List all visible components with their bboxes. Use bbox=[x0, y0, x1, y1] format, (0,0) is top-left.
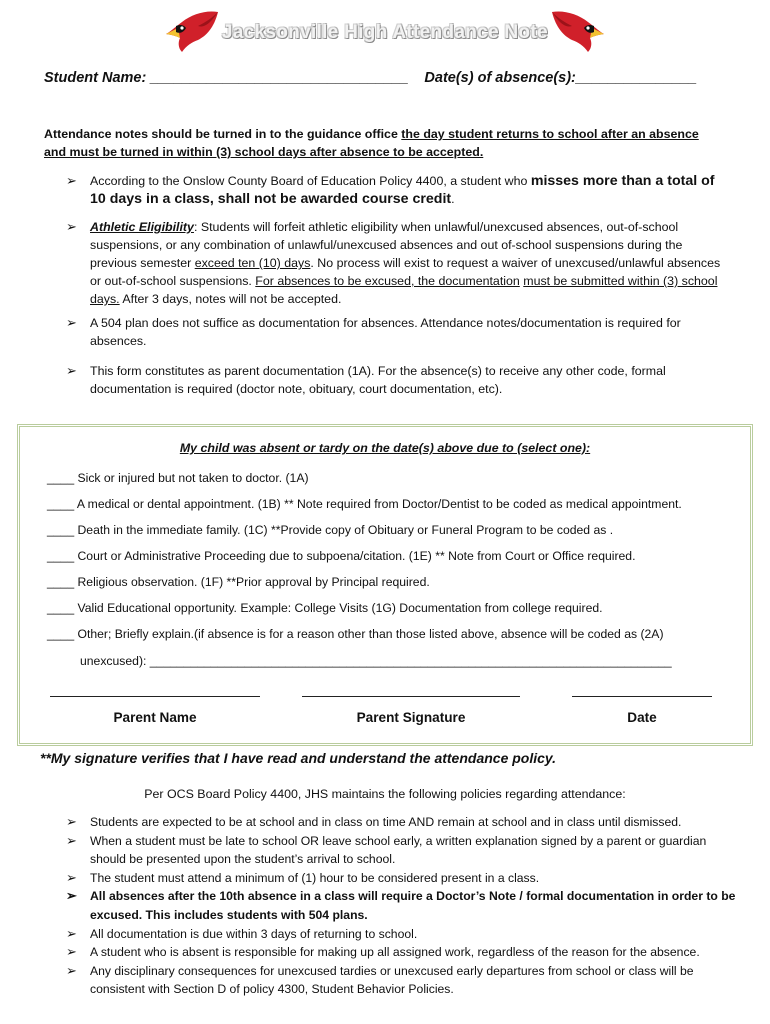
list-item-text: The student must attend a minimum of (1) hour to be considered present in a class. bbox=[90, 870, 540, 885]
date-label: Date bbox=[627, 710, 657, 725]
policy-list bbox=[66, 813, 736, 999]
list-item-text: Any disciplinary consequences for unexcused tardies or unexcused early departures from school or class will be consistent with Section D of policy 4300, Student Behavior Policies. bbox=[90, 963, 694, 997]
arrow-bullet-icon: ➢ bbox=[66, 944, 77, 960]
bullet-text: . bbox=[451, 192, 455, 206]
intro-underlined-text: the day student returns to school after an absence and must be turned in within (3) school days after absence to be accepted. bbox=[44, 127, 699, 159]
intro-paragraph bbox=[44, 125, 724, 161]
header bbox=[0, 8, 770, 56]
bullet-underlined-text: For absences to be excused, the documentation bbox=[255, 274, 520, 288]
box-title: My child was absent or tardy on the date(s) above due to (select one): bbox=[179, 441, 591, 455]
page-title: Jacksonville High Attendance Note bbox=[222, 22, 548, 43]
option-educational[interactable]: ____ Valid Educational opportunity. Example: College Visits (1G) Documentation from college required. bbox=[47, 601, 603, 615]
bullet-text: According to the Onslow County Board of Education Policy 4400, a student who bbox=[90, 174, 531, 188]
bullet-text: After 3 days, notes will not be accepted. bbox=[119, 292, 342, 306]
date-line[interactable] bbox=[572, 696, 712, 697]
arrow-bullet-icon: ➢ bbox=[66, 219, 77, 234]
signature-verification-text: **My signature verifies that I have read and understand the attendance policy. bbox=[40, 750, 557, 766]
arrow-bullet-icon: ➢ bbox=[66, 925, 77, 941]
bullet-text: : Students will forfeit athletic eligibility when unlawful/unexcused absences, out-of-school suspensions, or any combination of unlawful/unexcused absences and out of-school suspensions during the previous semester bbox=[90, 220, 683, 270]
option-death-in-family[interactable]: ____ Death in the immediate family. (1C) **Provide copy of Obituary or Funeral Program to be coded as . bbox=[47, 523, 614, 537]
list-item bbox=[66, 943, 736, 962]
arrow-bullet-icon: ➢ bbox=[66, 962, 77, 978]
list-item bbox=[66, 887, 736, 924]
bullet-text: A 504 plan does not suffice as documentation for absences. Attendance notes/documentation is required for absences. bbox=[90, 316, 681, 348]
bullet-text: . No process will exist to request a waiver of unexcused/unlawful absences or out-of-school suspensions. bbox=[90, 256, 721, 288]
parent-name-label: Parent Name bbox=[113, 710, 197, 725]
option-sick[interactable]: ____ Sick or injured but not taken to doctor. (1A) bbox=[47, 471, 309, 485]
list-item-text: When a student must be late to school OR leave school early, a written explanation signed by a parent or guardian should be presented upon the student’s arrival to school. bbox=[90, 833, 707, 867]
option-religious[interactable]: ____ Religious observation. (1F) **Prior approval by Principal required. bbox=[47, 575, 430, 589]
parent-name-line[interactable] bbox=[50, 696, 260, 697]
arrow-bullet-icon: ➢ bbox=[66, 315, 77, 330]
arrow-bullet-icon: ➢ bbox=[66, 814, 77, 829]
other-explanation-field[interactable]: unexcused): _____________________________________________________________________________ bbox=[80, 654, 672, 668]
list-item bbox=[66, 813, 736, 832]
bullet-credit-policy bbox=[66, 172, 726, 208]
bullet-text: This form constitutes as parent documentation (1A). For the absence(s) to receive any other code, formal documentation is required (doctor note, obituary, court documentation, etc). bbox=[90, 364, 666, 396]
option-medical[interactable]: ____ A medical or dental appointment. (1B) ** Note required from Doctor/Dentist to be coded as medical appointment. bbox=[47, 497, 682, 511]
list-item-text: A student who is absent is responsible for making up all assigned work, regardless of the reason for the absence. bbox=[90, 945, 700, 960]
cardinal-logo-icon bbox=[550, 8, 608, 54]
athletic-eligibility-label: Athletic Eligibility bbox=[90, 220, 194, 234]
list-item bbox=[66, 869, 736, 888]
arrow-bullet-icon: ➢ bbox=[66, 888, 77, 904]
parent-signature-line[interactable] bbox=[302, 696, 520, 697]
arrow-bullet-icon: ➢ bbox=[66, 173, 77, 188]
arrow-bullet-icon: ➢ bbox=[66, 832, 77, 848]
bullet-underlined-text: must be submitted within (3) school days. bbox=[90, 274, 718, 306]
list-item bbox=[66, 962, 736, 999]
option-other[interactable]: ____ Other; Briefly explain.(if absence is for a reason other than those listed above, absence will be coded as (2A) bbox=[47, 627, 664, 641]
bullet-504-plan bbox=[66, 314, 726, 350]
list-item-text: All documentation is due within 3 days of returning to school. bbox=[90, 926, 418, 941]
arrow-bullet-icon: ➢ bbox=[66, 869, 77, 885]
bullet-emphasis: misses more than a total of 10 days in a class, shall not be awarded course credit bbox=[90, 173, 715, 207]
student-info-line bbox=[44, 70, 697, 86]
list-item bbox=[66, 925, 736, 944]
absence-dates-field[interactable]: Date(s) of absence(s):_______________ bbox=[424, 70, 697, 86]
list-item bbox=[66, 832, 736, 869]
bullet-parent-documentation bbox=[66, 362, 726, 398]
list-item-text: Students are expected to be at school and in class on time AND remain at school and in class until dismissed. bbox=[90, 815, 682, 829]
student-name-field[interactable]: Student Name: ________________________________ bbox=[44, 70, 409, 86]
absence-reason-box bbox=[17, 424, 753, 746]
policy-intro: Per OCS Board Policy 4400, JHS maintains the following policies regarding attendance: bbox=[144, 787, 626, 801]
option-court[interactable]: ____ Court or Administrative Proceeding due to subpoena/citation. (1E) ** Note from Court or Office required. bbox=[47, 549, 636, 563]
bullet-athletic-eligibility bbox=[66, 218, 726, 308]
intro-text: Attendance notes should be turned in to the guidance office bbox=[44, 127, 402, 141]
list-item-text: All absences after the 10th absence in a class will require a Doctor’s Note / formal documentation in order to be excused. This includes students with 504 plans. bbox=[90, 889, 736, 922]
parent-signature-label: Parent Signature bbox=[356, 710, 466, 725]
bullet-underlined-text: exceed ten (10) days bbox=[194, 256, 311, 270]
arrow-bullet-icon: ➢ bbox=[66, 363, 77, 378]
